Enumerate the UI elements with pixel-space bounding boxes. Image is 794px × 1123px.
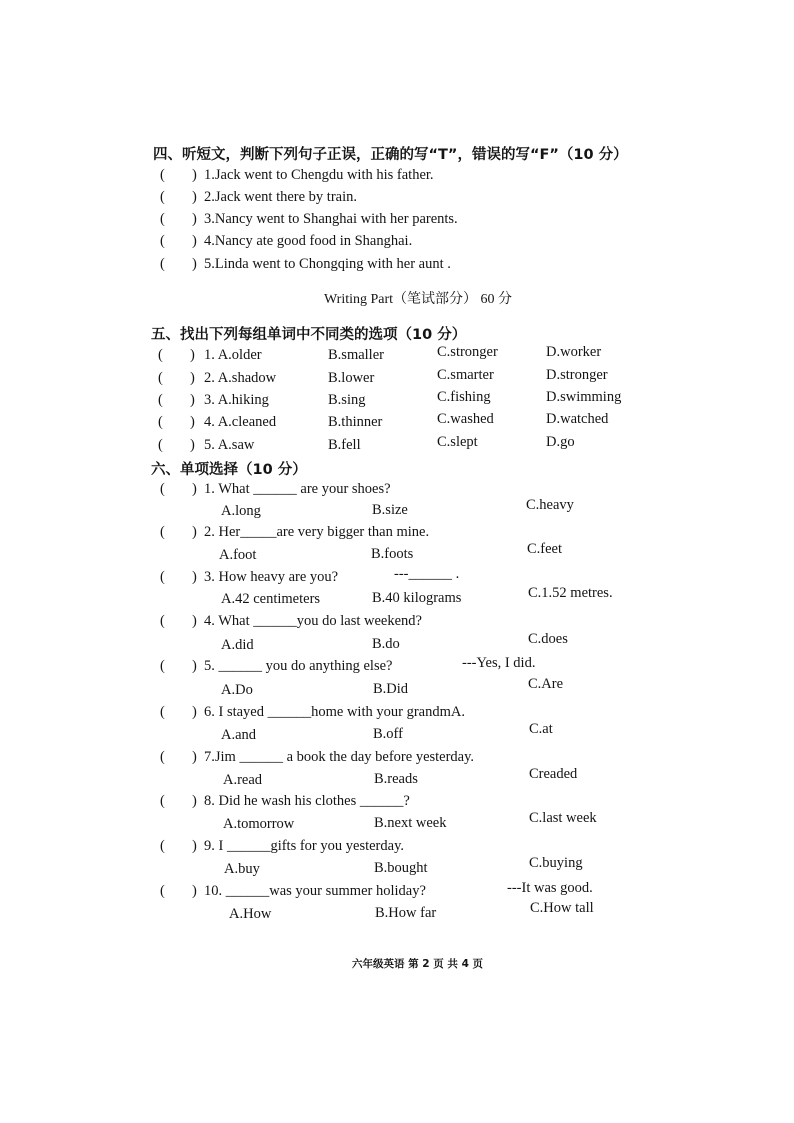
answer-paren-open: ( bbox=[160, 793, 165, 809]
answer-paren-close: ) bbox=[190, 414, 195, 430]
section-6-question: 3. How heavy are you? bbox=[204, 569, 339, 585]
section-5-option-a: 5. A.saw bbox=[204, 437, 255, 453]
section-4-item: 2.Jack went there by train. bbox=[204, 189, 358, 205]
section-6-option-c: Creaded bbox=[529, 766, 578, 782]
section-6-option-a: A.Do bbox=[221, 682, 253, 698]
answer-paren-close: ) bbox=[192, 793, 197, 809]
section-5-option-b: B.fell bbox=[328, 437, 361, 453]
answer-paren-close: ) bbox=[192, 883, 197, 899]
section-6-option-c: C.Are bbox=[528, 676, 564, 692]
section-5-option-b: B.lower bbox=[328, 370, 375, 386]
answer-paren-open: ( bbox=[160, 211, 165, 227]
section-6-option-b: B.bought bbox=[374, 860, 428, 876]
answer-paren-open: ( bbox=[158, 347, 163, 363]
section-6-reply: ---It was good. bbox=[507, 880, 593, 896]
answer-paren-open: ( bbox=[158, 414, 163, 430]
answer-paren-open: ( bbox=[160, 883, 165, 899]
section-5-option-c: C.fishing bbox=[437, 389, 491, 405]
section-6-option-c: C.last week bbox=[529, 810, 597, 826]
answer-paren-open: ( bbox=[160, 704, 165, 720]
section-6-question: 2. Her_____are very bigger than mine. bbox=[204, 524, 430, 540]
section-5-option-d: D.go bbox=[546, 434, 575, 450]
section-6-option-b: B.do bbox=[372, 636, 400, 652]
section-4-item: 4.Nancy ate good food in Shanghai. bbox=[204, 233, 413, 249]
answer-paren-close: ) bbox=[192, 167, 197, 183]
section-5-option-b: B.thinner bbox=[328, 414, 383, 430]
answer-paren-close: ) bbox=[190, 370, 195, 386]
section-5-option-c: C.stronger bbox=[437, 344, 498, 360]
section-6-option-a: A.and bbox=[221, 727, 257, 743]
section-5-option-a: 4. A.cleaned bbox=[204, 414, 277, 430]
answer-paren-open: ( bbox=[160, 481, 165, 497]
section-6-reply: ---Yes, I did. bbox=[462, 655, 536, 671]
answer-paren-close: ) bbox=[190, 347, 195, 363]
section-5-option-d: D.swimming bbox=[546, 389, 622, 405]
section-6-option-b: B.How far bbox=[375, 905, 437, 921]
writing-part-title: Writing Part（笔试部分） 60 分 bbox=[324, 292, 513, 307]
answer-paren-close: ) bbox=[190, 392, 195, 408]
section-5-option-c: C.washed bbox=[437, 411, 494, 427]
section-6-question: 6. I stayed ______home with your grandmA. bbox=[204, 704, 465, 720]
section-6-question: 4. What ______you do last weekend? bbox=[204, 613, 422, 629]
section-6-option-c: C.feet bbox=[527, 541, 563, 557]
answer-paren-close: ) bbox=[192, 749, 197, 765]
section-6-option-b: B.Did bbox=[373, 681, 409, 697]
answer-paren-open: ( bbox=[160, 613, 165, 629]
section-6-reply: ---______ . bbox=[394, 566, 460, 582]
section-6-option-a: A.tomorrow bbox=[223, 816, 295, 832]
answer-paren-open: ( bbox=[160, 749, 165, 765]
answer-paren-open: ( bbox=[160, 256, 165, 272]
section-6-question: 8. Did he wash his clothes ______? bbox=[204, 793, 410, 809]
section-5-option-c: C.slept bbox=[437, 434, 478, 450]
answer-paren-open: ( bbox=[160, 189, 165, 205]
section-6-option-c: C.at bbox=[529, 721, 553, 737]
section-6-question: 5. ______ you do anything else? bbox=[204, 658, 393, 674]
section-5-heading: 五、找出下列每组单词中不同类的选项（10 分） bbox=[151, 327, 467, 343]
section-6-option-c: C.does bbox=[528, 631, 568, 647]
section-5-option-b: B.smaller bbox=[328, 347, 384, 363]
section-6-option-b: B.foots bbox=[371, 546, 414, 562]
answer-paren-close: ) bbox=[192, 233, 197, 249]
section-5-option-d: D.worker bbox=[546, 344, 602, 360]
section-6-option-a: A.did bbox=[221, 637, 254, 653]
section-5-option-d: D.stronger bbox=[546, 367, 608, 383]
section-4-item: 1.Jack went to Chengdu with his father. bbox=[204, 167, 434, 183]
answer-paren-close: ) bbox=[192, 613, 197, 629]
answer-paren-close: ) bbox=[192, 189, 197, 205]
answer-paren-open: ( bbox=[160, 524, 165, 540]
section-4-item: 3.Nancy went to Shanghai with her parents. bbox=[204, 211, 458, 227]
answer-paren-close: ) bbox=[192, 838, 197, 854]
page-footer: 六年级英语 第 2 页 共 4 页 bbox=[352, 958, 484, 970]
section-6-option-b: B.off bbox=[373, 726, 403, 742]
section-5-option-d: D.watched bbox=[546, 411, 609, 427]
section-6-option-c: C.How tall bbox=[530, 900, 594, 916]
answer-paren-close: ) bbox=[192, 524, 197, 540]
section-6-option-b: B.40 kilograms bbox=[372, 590, 462, 606]
answer-paren-close: ) bbox=[190, 437, 195, 453]
answer-paren-open: ( bbox=[158, 437, 163, 453]
section-6-option-b: B.reads bbox=[374, 771, 418, 787]
section-6-question: 9. I ______gifts for you yesterday. bbox=[204, 838, 405, 854]
section-5-option-c: C.smarter bbox=[437, 367, 494, 383]
section-6-heading: 六、单项选择（10 分） bbox=[151, 462, 307, 478]
section-5-option-a: 3. A.hiking bbox=[204, 392, 269, 408]
answer-paren-open: ( bbox=[158, 392, 163, 408]
section-6-option-b: B.size bbox=[372, 502, 408, 518]
answer-paren-close: ) bbox=[192, 256, 197, 272]
section-5-option-b: B.sing bbox=[328, 392, 366, 408]
section-6-question: 1. What ______ are your shoes? bbox=[204, 481, 391, 497]
answer-paren-close: ) bbox=[192, 569, 197, 585]
section-4-heading: 四、听短文，判断下列句子正误，正确的写“T”，错误的写“F”（10 分） bbox=[153, 147, 628, 163]
answer-paren-close: ) bbox=[192, 704, 197, 720]
answer-paren-close: ) bbox=[192, 481, 197, 497]
section-6-option-a: A.How bbox=[229, 906, 272, 922]
section-6-question: 10. ______was your summer holiday? bbox=[204, 883, 426, 899]
answer-paren-open: ( bbox=[160, 658, 165, 674]
section-6-option-c: C.buying bbox=[529, 855, 583, 871]
section-6-option-a: A.buy bbox=[224, 861, 260, 877]
section-5-option-a: 1. A.older bbox=[204, 347, 262, 363]
answer-paren-open: ( bbox=[160, 233, 165, 249]
section-6-option-a: A.read bbox=[223, 772, 263, 788]
section-6-option-c: C.1.52 metres. bbox=[528, 585, 613, 601]
section-6-option-a: A.42 centimeters bbox=[221, 591, 321, 607]
section-5-option-a: 2. A.shadow bbox=[204, 370, 277, 386]
answer-paren-close: ) bbox=[192, 211, 197, 227]
answer-paren-open: ( bbox=[160, 838, 165, 854]
section-4-item: 5.Linda went to Chongqing with her aunt . bbox=[204, 256, 451, 272]
answer-paren-open: ( bbox=[158, 370, 163, 386]
section-6-option-a: A.long bbox=[221, 503, 261, 519]
section-6-option-c: C.heavy bbox=[526, 497, 574, 513]
answer-paren-open: ( bbox=[160, 167, 165, 183]
section-6-option-b: B.next week bbox=[374, 815, 447, 831]
section-6-option-a: A.foot bbox=[219, 547, 257, 563]
answer-paren-open: ( bbox=[160, 569, 165, 585]
section-6-question: 7.Jim ______ a book the day before yesterday. bbox=[204, 749, 475, 765]
answer-paren-close: ) bbox=[192, 658, 197, 674]
